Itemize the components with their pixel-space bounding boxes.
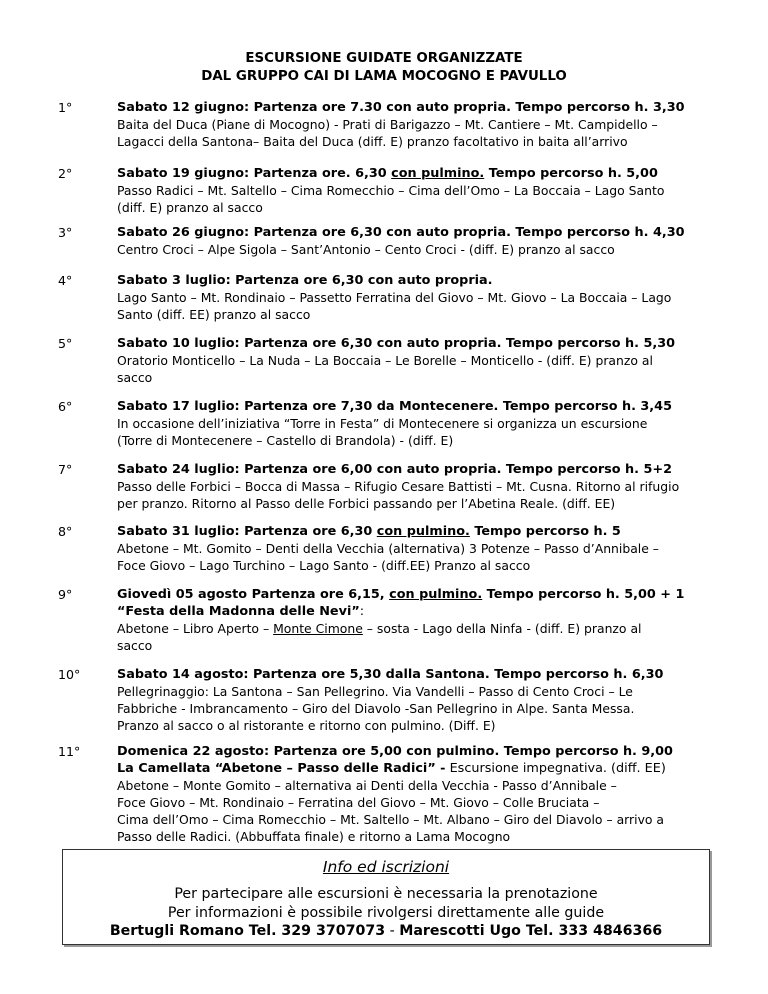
document-title [0,50,768,86]
item-heading [117,586,717,603]
contact-marescotti: Marescotti Ugo Tel. 333 4846366 [399,923,663,939]
desc-line: Oratorio Monticello – La Nuda – La Boccaia – Le Borelle – Monticello - (diff. E) pranzo al [117,353,653,368]
item-transport: con pulmino. [389,587,483,602]
desc-underlined: Monte Cimone [273,621,363,636]
desc-line: Santo (diff. EE) pranzo al sacco [117,307,311,322]
item-subheading [117,603,717,620]
desc-line: (diff. E) pranzo al sacco [117,200,263,215]
item-details: Partenza ore 7.30 con auto propria. Tempo percorso h. 3,30 [253,100,685,115]
info-line-guides: Per informazioni è possibile rivolgersi direttamente alle guide [167,905,605,921]
desc-line: Abetone – Mt. Gomito – Denti della Vecchia (alternativa) 3 Potenze – Passo d’Annibale – [117,541,659,556]
desc-line: sacco [117,370,153,385]
desc-line: Passo delle Forbici – Bocca di Massa – Rifugio Cesare Battisti – Mt. Cusna. Ritorno al rifugio [117,479,680,494]
desc-line: Foce Giovo – Mt. Rondinaio – Ferratina del Giovo – Mt. Giovo – Colle Bruciata – [117,795,600,810]
item-colon: : [359,604,365,619]
item-number: 6° [58,399,73,414]
item-heading [117,165,717,182]
item-day: Domenica 22 agosto [117,744,264,759]
item-details: Partenza ore 6,00 con auto propria. Tempo percorso h. 5+2 [244,462,673,477]
item-description [117,777,717,845]
desc-line: Pellegrinaggio: La Santona – San Pellegrino. Via Vandelli – Passo di Cento Croci – Le [117,684,633,699]
item-details: Partenza ore. 6,30 [253,166,392,181]
item-day: Sabato 3 luglio [117,273,226,288]
item-heading [117,272,717,289]
desc-line: Passo Radici – Mt. Saltello – Cima Romecchio – Cima dell’Omo – La Boccaia – Lago Santo [117,183,665,198]
item-details: Partenza ore 5,30 dalla Santona. Tempo percorso h. 6,30 [252,667,664,682]
item-description [117,182,717,216]
item-sep: : [263,744,274,759]
info-contacts [63,923,709,939]
item-sep: : [244,225,254,240]
item-sep: : [234,524,245,539]
desc-line: Fabbriche - Imbrancamento – Giro del Diavolo -San Pellegrino in Alpe. Santa Messa. [117,701,635,716]
desc-line: Passo delle Radici. (Abbuffata finale) e ritorno a Lama Mocogno [117,829,511,844]
desc-line: Baita del Duca (Piane di Mocogno) - Prati di Barigazzo – Mt. Cantiere – Mt. Campidello – [117,117,658,132]
item-sep: : [225,273,236,288]
info-box [62,849,710,945]
info-line-booking: Per partecipare alle escursioni è necessaria la prenotazione [174,886,598,902]
item-description [117,415,717,449]
item-duration: Tempo percorso h. 5,00 [484,166,658,181]
item-number: 3° [58,225,73,240]
item-description [117,683,717,734]
item-details: Partenza ore 6,30 con auto propria. [235,273,493,288]
item-day: Sabato 17 luglio [117,399,235,414]
desc-line: Centro Croci – Alpe Sigola – Sant’Antonio – Cento Croci - (diff. E) pranzo al sacco [117,242,615,257]
item-number: 7° [58,462,73,477]
info-title: Info ed iscrizioni [322,858,450,876]
desc-line [117,620,717,637]
item-description [117,620,717,654]
contact-separator: - [385,923,400,939]
item-heading [117,99,717,116]
item-transport: con pulmino. [391,166,485,181]
item-day: Sabato 26 giugno [117,225,244,240]
item-subheading [117,760,717,777]
item-sep: : [244,100,254,115]
item-sep: : [244,166,254,181]
desc-line: sacco [117,638,153,653]
item-event-name: “Festa della Madonna delle Nevi” [117,604,360,619]
title-line-1: ESCURSIONE GUIDATE ORGANIZZATE [245,51,523,66]
item-transport: con pulmino. [376,524,470,539]
item-description [117,289,717,323]
item-description [117,540,717,574]
item-heading [117,335,717,352]
title-line-2: DAL GRUPPO CAI DI LAMA MOCOGNO E PAVULLO [201,69,567,84]
item-details: Partenza ore 5,00 con pulmino. Tempo percorso h. 9,00 [273,744,673,759]
desc-text: Abetone – Libro Aperto – [117,621,274,636]
item-details: Partenza ore 6,30 con auto propria. Tempo percorso h. 4,30 [253,225,685,240]
item-day: Sabato 14 agosto [117,667,244,682]
item-heading [117,666,717,683]
item-day: Sabato 10 luglio [117,336,235,351]
item-event-name: La Camellata “Abetone – Passo delle Radici” - [117,761,446,776]
item-heading [117,523,717,540]
item-day: Sabato 24 luglio [117,462,235,477]
item-day: Giovedì 05 agosto [117,587,248,602]
item-heading [117,224,717,241]
item-sep: : [243,667,253,682]
item-difficulty-note: Escursione impegnativa. (diff. EE) [445,761,666,776]
desc-line: In occasione dell’iniziativa “Torre in Festa” di Montecenere si organizza un escursione [117,416,648,431]
item-duration: Tempo percorso h. 5,00 + 1 [482,587,685,602]
item-day: Sabato 31 luglio [117,524,235,539]
item-description [117,478,717,512]
item-sep: : [234,399,245,414]
desc-line: (Torre di Montecenere – Castello di Brandola) - (diff. E) [117,433,454,448]
desc-line: Foce Giovo – Lago Turchino – Lago Santo - (diff.EE) Pranzo al sacco [117,558,531,573]
desc-line: Cima dell’Omo – Cima Romecchio – Mt. Saltello – Mt. Albano – Giro del Diavolo – arrivo a [117,812,665,827]
item-details: Partenza ore 6,30 [244,524,377,539]
item-sep: : [234,462,245,477]
item-day: Sabato 19 giugno [117,166,244,181]
desc-line: Abetone – Monte Gomito – alternativa ai Denti della Vecchia - Passo d’Annibale – [117,778,617,793]
item-number: 2° [58,166,73,181]
desc-text: – sosta - Lago della Ninfa - (diff. E) pranzo al [362,621,642,636]
item-heading [117,461,717,478]
item-number: 4° [58,273,73,288]
desc-line: Pranzo al sacco o al ristorante e ritorno con pulmino. (Diff. E) [117,718,496,733]
item-details: Partenza ore 7,30 da Montecenere. Tempo percorso h. 3,45 [244,399,672,414]
item-description [117,352,717,386]
desc-line: Lagacci della Santona– Baita del Duca (diff. E) pranzo facoltativo in baita all’arrivo [117,134,628,149]
desc-line: Lago Santo – Mt. Rondinaio – Passetto Ferratina del Giovo – Mt. Giovo – La Boccaia – Lago [117,290,672,305]
item-number: 11° [58,744,81,759]
contact-bertugli: Bertugli Romano Tel. 329 3707073 [109,923,386,939]
item-number: 8° [58,524,73,539]
item-number: 5° [58,336,73,351]
item-number: 1° [58,100,73,115]
item-number: 9° [58,587,73,602]
item-heading [117,398,717,415]
item-description [117,116,717,150]
item-details: Partenza ore 6,15, [251,587,390,602]
item-duration: Tempo percorso h. 5 [469,524,621,539]
desc-line: per pranzo. Ritorno al Passo delle Forbici passando per l’Abetina Reale. (diff. EE) [117,496,616,511]
item-details: Partenza ore 6,30 con auto propria. Tempo percorso h. 5,30 [244,336,676,351]
item-day: Sabato 12 giugno [117,100,244,115]
item-sep: : [234,336,245,351]
item-number: 10° [58,667,81,682]
item-description [117,241,717,258]
item-heading [117,743,717,760]
